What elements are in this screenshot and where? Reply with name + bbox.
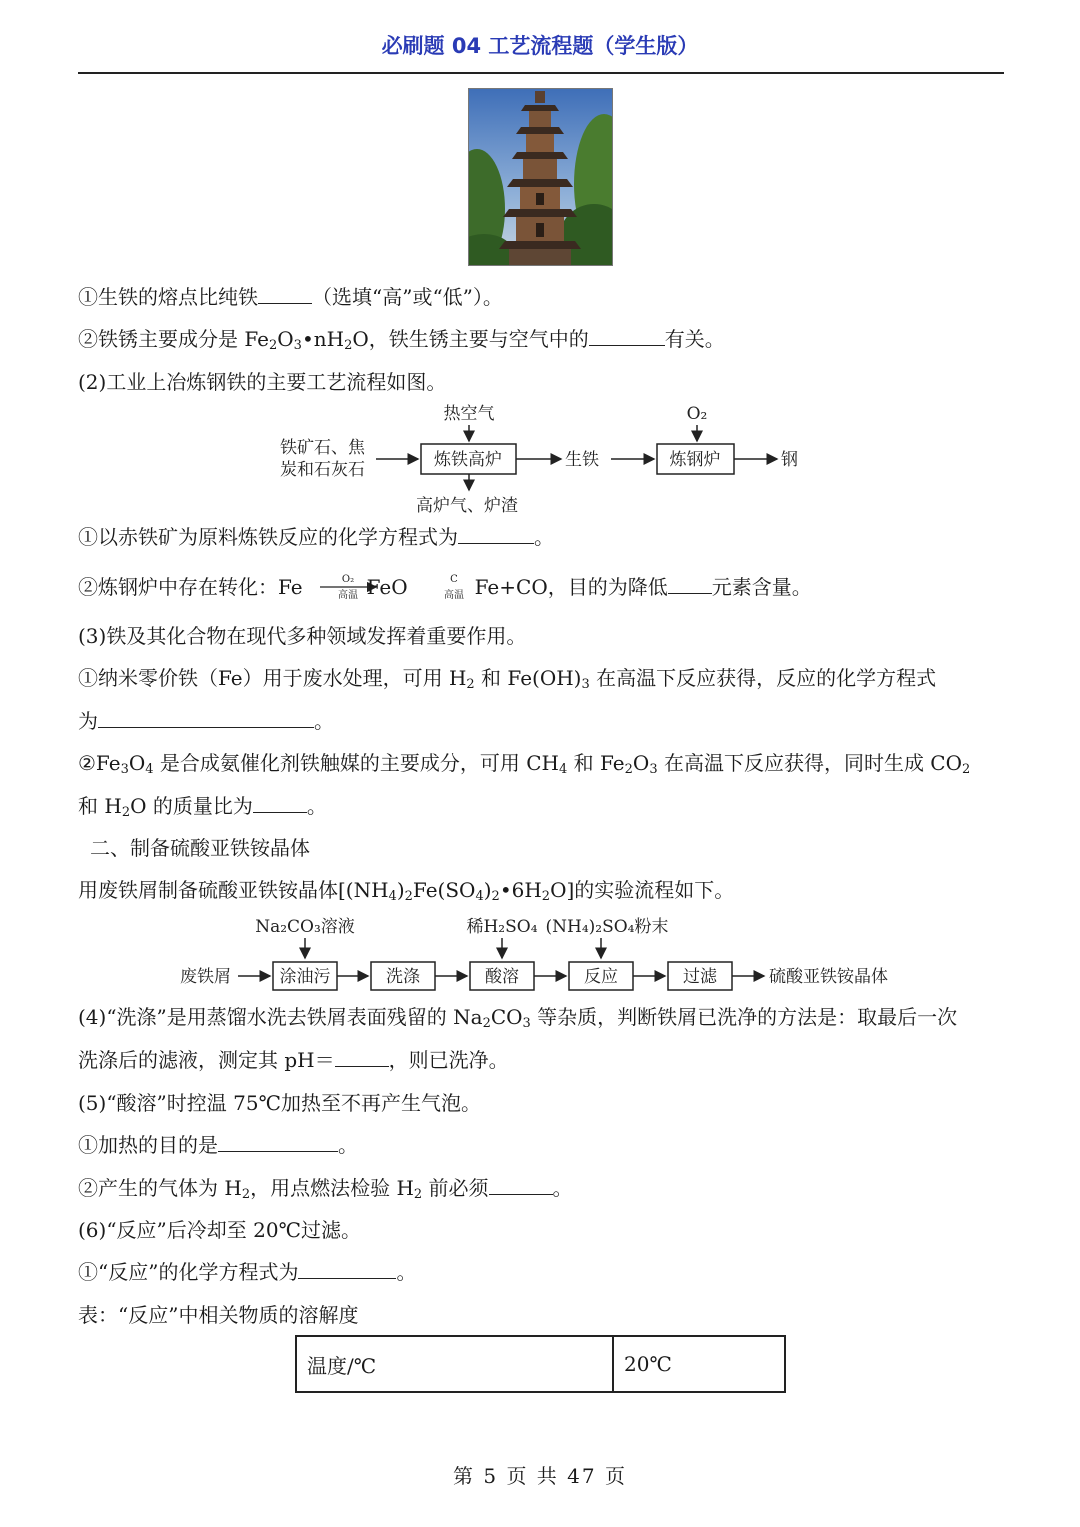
- flow2-end: 硫酸亚铁铵晶体: [769, 967, 888, 987]
- flow1-input-1: 铁矿石、焦: [280, 438, 365, 458]
- subscript: 2: [491, 889, 500, 904]
- subscript: 2: [624, 762, 633, 777]
- reaction-c-label: C: [450, 574, 458, 585]
- flow1-steel: 钢: [781, 450, 798, 470]
- subscript: 2: [413, 1187, 423, 1202]
- flow1-box-steel-furnace: [657, 444, 734, 474]
- table-cell-20c: 20℃: [613, 1336, 785, 1392]
- flow2-step-5: 过滤: [683, 967, 717, 987]
- question-line: (2)工业上冶炼钢铁的主要工艺流程如图。: [78, 370, 447, 394]
- text: ②铁锈主要成分是 Fe: [78, 327, 269, 351]
- text: ②产生的气体为 H: [78, 1176, 242, 1200]
- text: •6H: [499, 878, 542, 902]
- flow1-box2-label: 炼钢炉: [669, 450, 721, 470]
- question-line: (6)“反应”后冷却至 20℃过滤。: [78, 1218, 361, 1242]
- text: O: [277, 327, 294, 351]
- flow2-box: [371, 962, 435, 990]
- answer-blank[interactable]: [218, 1131, 338, 1152]
- question-line: [78, 1131, 1008, 1159]
- flow2-step-3: 酸溶: [485, 967, 519, 987]
- text: ①纳米零价铁（Fe）用于废水处理，可用 H: [78, 666, 467, 690]
- text: •nH: [301, 327, 345, 351]
- text: 和 H: [78, 794, 122, 818]
- text: 。: [314, 709, 334, 733]
- text: ①加热的目的是: [78, 1133, 218, 1157]
- subscript: 2: [466, 677, 475, 692]
- text: 。: [396, 1260, 417, 1284]
- question-line: [78, 664, 1008, 699]
- text: FeO: [366, 575, 408, 599]
- text: ①以赤铁矿为原料炼铁反应的化学方程式为: [78, 525, 458, 549]
- question-line: (5)“酸溶”时控温 75℃加热至不再产生气泡。: [78, 1091, 481, 1115]
- text: 在高温下反应获得，同时生成 CO: [657, 751, 963, 775]
- answer-blank[interactable]: [668, 573, 712, 594]
- text: 有关。: [664, 327, 725, 351]
- question-line: [78, 707, 1008, 735]
- flow1-box-blast-furnace: [421, 444, 516, 474]
- ammonium-salt-flow-diagram: [180, 917, 888, 990]
- text: ，用点燃法检验 H: [250, 1176, 414, 1200]
- solubility-table: [295, 1335, 786, 1393]
- subscript: 3: [581, 677, 590, 692]
- flow1-box1-label: 炼铁高炉: [434, 450, 502, 470]
- table-row: [296, 1336, 785, 1392]
- answer-blank[interactable]: [253, 792, 307, 813]
- subscript: 4: [559, 762, 568, 777]
- flow2-box: [569, 962, 633, 990]
- answer-blank[interactable]: [98, 707, 314, 728]
- answer-blank[interactable]: [489, 1174, 553, 1195]
- answer-blank[interactable]: [258, 283, 312, 304]
- answer-blank[interactable]: [458, 523, 534, 544]
- text: 。: [338, 1133, 358, 1157]
- flow1-pig-iron: 生铁: [565, 450, 599, 470]
- reaction-high-temp-1: 高温: [338, 590, 358, 601]
- subscript: 2: [121, 805, 131, 820]
- text: 和 Fe(OH): [474, 666, 582, 690]
- text: (4)“洗涤”是用蒸馏水洗去铁屑表面残留的 Na: [78, 1005, 483, 1029]
- question-line: [78, 523, 1008, 551]
- text: O，铁生锈主要与空气中的: [352, 327, 589, 351]
- flow1-byproduct: 高炉气、炉渣: [416, 496, 518, 516]
- reaction-o2-label: O₂: [341, 574, 355, 585]
- text: 元素含量。: [711, 575, 812, 599]
- subscript: 2: [241, 1187, 251, 1202]
- subscript: 4: [475, 889, 484, 904]
- subscript: 3: [120, 762, 129, 777]
- subscript: 2: [962, 762, 971, 777]
- subscript: 2: [482, 1016, 491, 1031]
- page-header-title: 必刷题 04 工艺流程题（学生版）: [381, 34, 699, 58]
- question-line: [78, 749, 1008, 784]
- subscript: 3: [293, 338, 302, 353]
- text: O: [632, 751, 650, 775]
- answer-blank[interactable]: [298, 1258, 396, 1279]
- subscript: 4: [388, 889, 397, 904]
- text: 用废铁屑制备硫酸亚铁铵晶体[(NH: [78, 878, 389, 902]
- text: ): [483, 878, 492, 902]
- flow2-box: [273, 962, 337, 990]
- question-line: [78, 573, 1008, 601]
- header-divider: [78, 72, 1004, 74]
- question-line: (3)铁及其化合物在现代多种领域发挥着重要作用。: [78, 624, 527, 648]
- subscript: 2: [344, 338, 353, 353]
- text: Fe(SO: [412, 878, 476, 902]
- text: 。: [552, 1176, 573, 1200]
- flow1-input-2: 炭和石灰石: [280, 460, 365, 480]
- text: 。: [306, 794, 327, 818]
- text: 为: [78, 709, 98, 733]
- text: ②Fe: [78, 751, 121, 775]
- answer-blank[interactable]: [335, 1046, 389, 1067]
- subscript: 2: [541, 889, 551, 904]
- flow2-reagent-ammonium-sulfate: (NH₄)₂SO₄粉末: [545, 917, 669, 937]
- reaction-high-temp-2: 高温: [444, 590, 464, 601]
- text: 等杂质，判断铁屑已洗净的方法是：取最后一次: [530, 1005, 958, 1029]
- flow1-hot-air: 热空气: [443, 404, 495, 424]
- text: ): [396, 878, 405, 902]
- question-line: [78, 1174, 1008, 1209]
- page-footer: 第 5 页 共 47 页: [453, 1464, 627, 1488]
- text: ，则已洗净。: [388, 1048, 509, 1072]
- text: Fe+CO，目的为降低: [474, 575, 668, 599]
- text: ②炼钢炉中存在转化：Fe: [78, 575, 303, 599]
- subscript: 2: [404, 889, 413, 904]
- flow2-step-2: 洗涤: [386, 967, 420, 987]
- flow2-step-1: 涂油污: [279, 967, 331, 987]
- text: 前必须: [422, 1176, 489, 1200]
- flow1-o2: O₂: [686, 404, 708, 424]
- flow2-step-4: 反应: [584, 967, 618, 987]
- table-cell-temperature-header: 温度/℃: [296, 1336, 613, 1392]
- pagoda-photo: [468, 88, 613, 266]
- flow2-reagent-h2so4: 稀H₂SO₄: [466, 917, 538, 937]
- answer-blank[interactable]: [589, 325, 665, 346]
- subscript: 3: [649, 762, 658, 777]
- text: 是合成氨催化剂铁触媒的主要成分，可用 CH: [153, 751, 559, 775]
- question-line: [78, 1046, 1008, 1074]
- text: O: [128, 751, 146, 775]
- text: O 的质量比为: [130, 794, 253, 818]
- text: ①生铁的熔点比纯铁: [78, 285, 258, 309]
- table-caption: 表：“反应”中相关物质的溶解度: [78, 1303, 359, 1327]
- flow2-box: [470, 962, 534, 990]
- text: （选填“高”或“低”）。: [312, 285, 503, 309]
- flow2-reagent-na2co3: Na₂CO₃溶液: [255, 917, 355, 937]
- text: 。: [534, 525, 554, 549]
- question-line: [78, 876, 1008, 911]
- question-line: [78, 1003, 1008, 1038]
- text: 和 Fe: [567, 751, 625, 775]
- subscript: 2: [268, 338, 278, 353]
- question-line: [78, 325, 1008, 360]
- flow2-box: [668, 962, 732, 990]
- subscript: 3: [522, 1016, 531, 1031]
- text: ①“反应”的化学方程式为: [78, 1260, 299, 1284]
- text: 洗涤后的滤液，测定其 pH＝: [78, 1048, 335, 1072]
- question-line: [78, 792, 1008, 827]
- question-line: [78, 283, 1008, 311]
- text: 在高温下反应获得，反应的化学方程式: [589, 666, 937, 690]
- question-line: [78, 1258, 1008, 1286]
- text: CO: [490, 1005, 523, 1029]
- text: O]的实验流程如下。: [550, 878, 735, 902]
- flow2-start: 废铁屑: [180, 967, 231, 987]
- subscript: 4: [145, 762, 154, 777]
- section-heading: 二、制备硫酸亚铁铵晶体: [90, 836, 310, 860]
